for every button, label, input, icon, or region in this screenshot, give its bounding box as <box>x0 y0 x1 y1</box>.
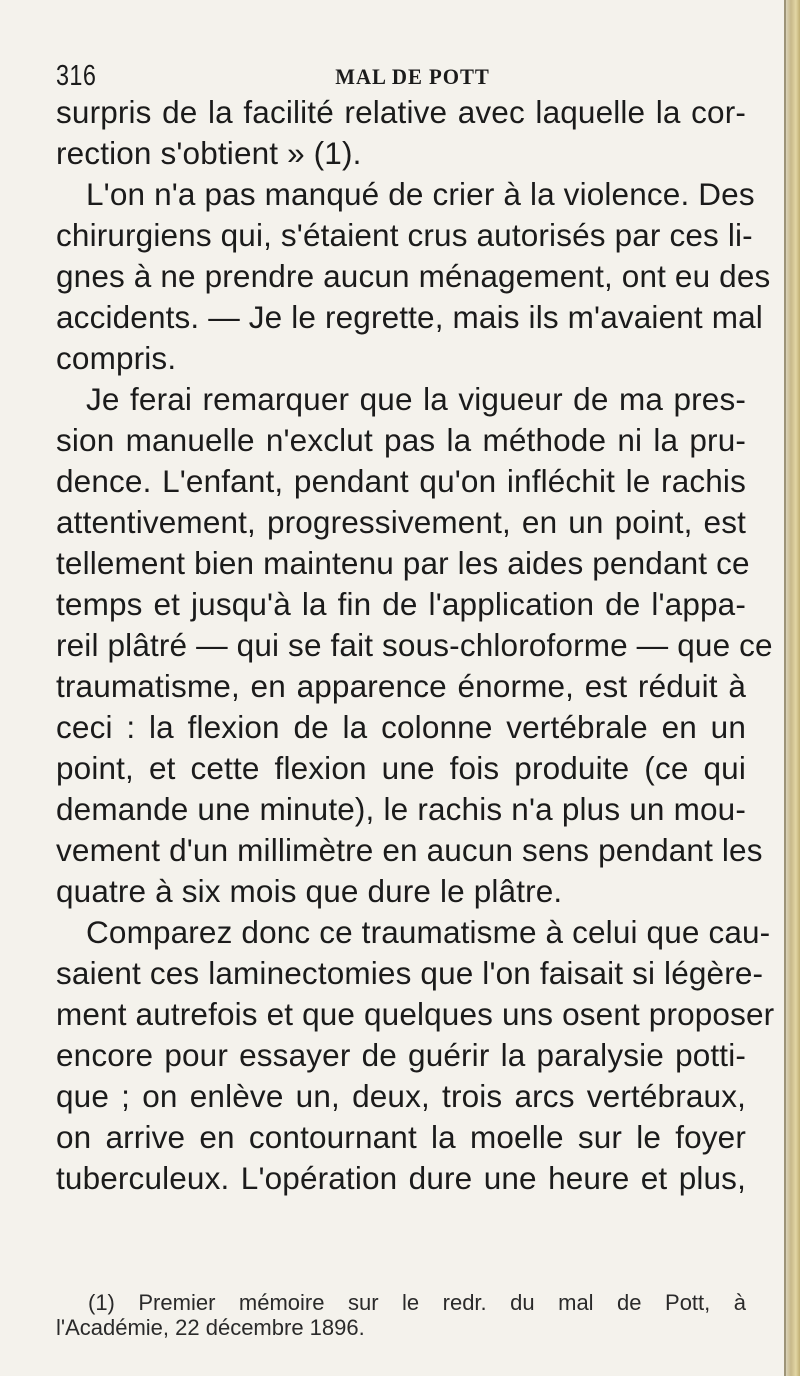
text-line: demande une minute), le rachis n'a plus un mou- <box>56 791 746 827</box>
text-line: tellement bien maintenu par les aides pendant ce <box>56 545 750 581</box>
footnote <box>56 1290 746 1340</box>
text-line: attentivement, progressivement, en un point, est <box>56 504 746 540</box>
text-line: reil plâtré — qui se fait sous-chloroforme — que ce <box>56 627 773 663</box>
text-line: on arrive en contournant la moelle sur le foyer <box>56 1119 746 1155</box>
text-line: Comparez donc ce traumatisme à celui que cau- <box>86 914 771 950</box>
text-line: ceci : la flexion de la colonne vertébrale en un <box>56 709 746 745</box>
page-number: 316 <box>56 60 97 92</box>
text-line: ment autrefois et que quelques uns osent proposer <box>56 996 775 1032</box>
text-line: L'on n'a pas manqué de crier à la violence. Des <box>86 176 755 212</box>
text-line: temps et jusqu'à la fin de l'application de l'appa- <box>56 586 746 622</box>
text-line: encore pour essayer de guérir la paralysie potti- <box>56 1037 746 1073</box>
page-edge <box>786 0 800 1376</box>
text-line: traumatisme, en apparence énorme, est réduit à <box>56 668 746 704</box>
text-line: vement d'un millimètre en aucun sens pendant les <box>56 832 763 868</box>
footnote-line: (1) Premier mémoire sur le redr. du mal de Pott, à <box>88 1290 746 1315</box>
text-line: quatre à six mois que dure le plâtre. <box>56 873 563 909</box>
text-line: gnes à ne prendre aucun ménagement, ont eu des <box>56 258 771 294</box>
footnote-line: l'Académie, 22 décembre 1896. <box>56 1315 365 1340</box>
text-line: sion manuelle n'exclut pas la méthode ni la pru- <box>56 422 746 458</box>
text-line: point, et cette flexion une fois produite (ce qui <box>56 750 746 786</box>
text-line: surpris de la facilité relative avec laquelle la cor- <box>56 94 746 130</box>
text-line: compris. <box>56 340 177 376</box>
text-line: tuberculeux. L'opération dure une heure et plus, <box>56 1160 746 1196</box>
body-text <box>56 92 775 1199</box>
text-line: chirurgiens qui, s'étaient crus autorisés par ces li- <box>56 217 753 253</box>
text-line: accidents. — Je le regrette, mais ils m'avaient mal <box>56 299 763 335</box>
text-line: dence. L'enfant, pendant qu'on infléchit le rachis <box>56 463 746 499</box>
text-line: que ; on enlève un, deux, trois arcs vertébraux, <box>56 1078 746 1114</box>
text-line: rection s'obtient » (1). <box>56 135 362 171</box>
text-line: Je ferai remarquer que la vigueur de ma pres- <box>86 381 746 417</box>
text-line: saient ces laminectomies que l'on faisait si légère- <box>56 955 764 991</box>
running-head: MAL DE POTT <box>335 64 490 89</box>
